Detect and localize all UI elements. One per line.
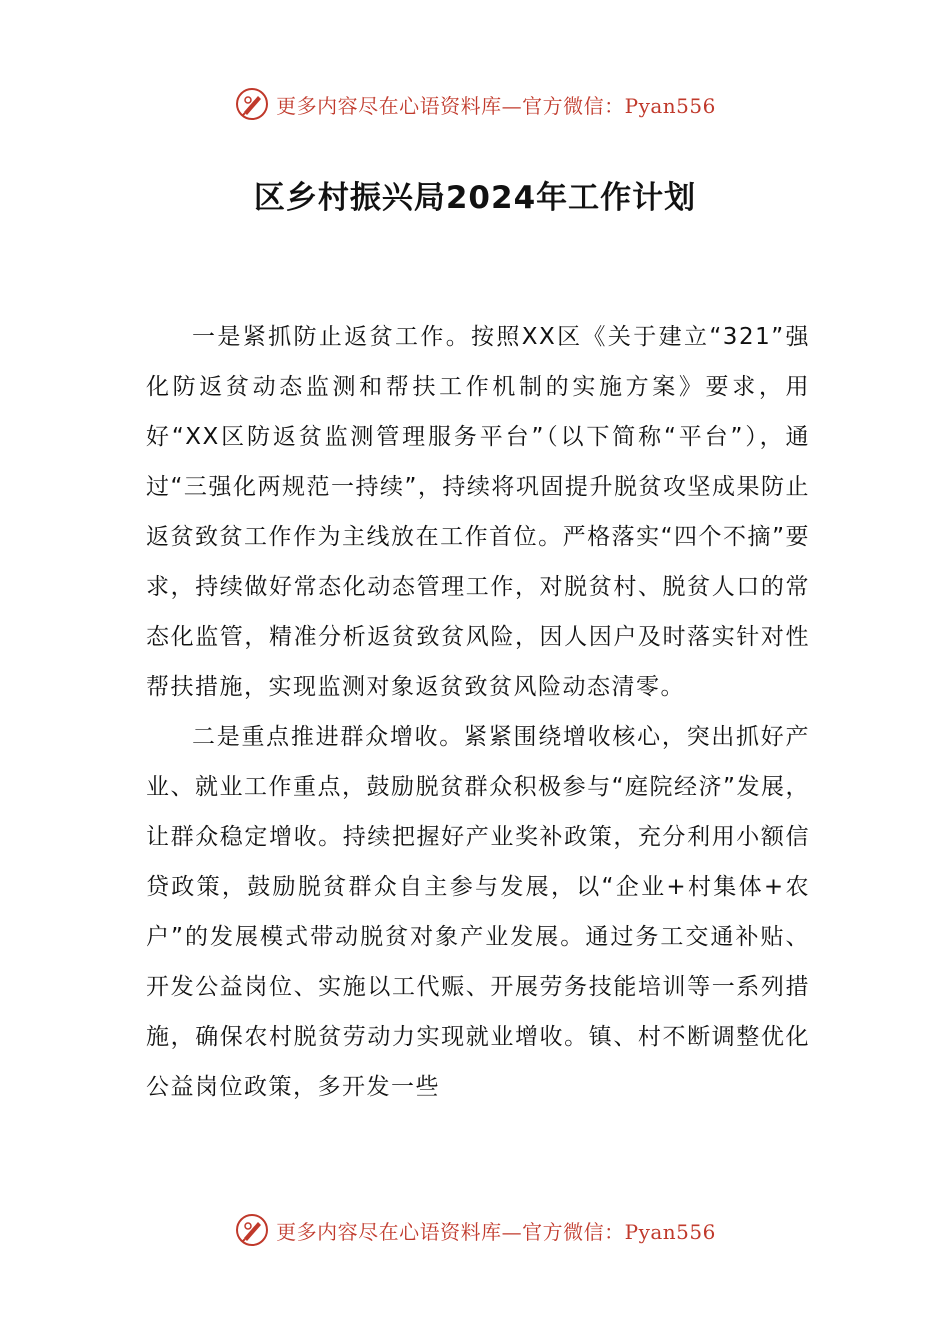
pen-logo-icon bbox=[234, 86, 270, 122]
paragraph: 一是紧抓防止返贫工作。按照XX区《关于建立“321”强化防返贫动态监测和帮扶工作机制的实施方案》要求，用好“XX区防返贫监测管理服务平台”（以下简称“平台”），通过“三强化两规范一持续”，持续将巩固提升脱贫攻坚成果防止返贫致贫工作作为主线放在工作首位。严格落实“四个不摘”要求，持续做好常态化动态管理工作，对脱贫村、脱贫人口的常态化监管，精准分析返贫致贫风险，因人因户及时落实针对性帮扶措施，实现监测对象返贫致贫风险动态清零。 bbox=[146, 324, 810, 700]
watermark-text: 更多内容尽在心语资料库—官方微信：Pyan556 bbox=[276, 93, 716, 118]
document-body bbox=[146, 312, 810, 1112]
pen-logo-icon bbox=[234, 1212, 270, 1248]
document-title: 区乡村振兴局2024年工作计划 bbox=[253, 180, 697, 216]
watermark-text: 更多内容尽在心语资料库—官方微信：Pyan556 bbox=[276, 1219, 716, 1244]
paragraph: 二是重点推进群众增收。紧紧围绕增收核心，突出抓好产业、就业工作重点，鼓励脱贫群众积极参与“庭院经济”发展，让群众稳定增收。持续把握好产业奖补政策，充分利用小额信贷政策，鼓励脱贫群众自主参与发展，以“企业+村集体+农户”的发展模式带动脱贫对象产业发展。通过务工交通补贴、开发公益岗位、实施以工代赈、开展劳务技能培训等一系列措施，确保农村脱贫劳动力实现就业增收。镇、村不断调整优化公益岗位政策，多开发一些 bbox=[146, 724, 810, 1100]
header-watermark bbox=[0, 84, 950, 124]
footer-watermark bbox=[0, 1210, 950, 1250]
